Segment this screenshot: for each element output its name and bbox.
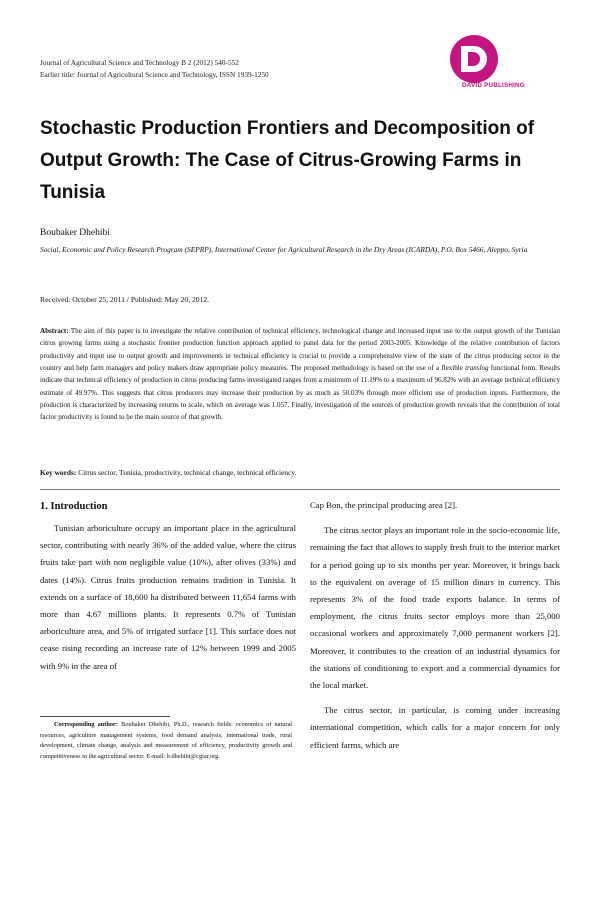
keywords <box>40 468 296 477</box>
abstract-label: Abstract: <box>40 327 69 335</box>
intro-continuation: Cap Bon, the principal producing area [2]. <box>310 500 458 510</box>
abstract <box>40 325 560 424</box>
abstract-text-part2: functional form. Results indicate that technical efficiency of production in citrus producing farms investigated ranges from a minimum of 11.19% to a maximum of 96.82% with an average technical efficiency estimate of 49.97%. This suggests that citrus producers may increase their production by as much as 50.03% through more efficient use of production inputs. Furthermore, the production is characterized by increasing returns to scale, which on average was 1.057. Finally, investigation of the sources of production growth reveals that the contribution of total factor productivity is found to be the main source of that growth. <box>40 364 561 422</box>
keywords-text: Citrus sector, Tunisia, productivity, technical change, technical efficiency. <box>78 468 297 477</box>
intro-paragraph-1: Tunisian arboriculture occupy an important place in the agricultural sector, contributing with nearly 36% of the added value, where the citrus fruits take part with non negligible value (10%), after olives (33%) and dates (14%). Citrus fruits production remains tradition in Tunisia. It extends on a surface of 18,600 ha distributed between 11,654 farms with more than 4.67 millions plants. It represents 0.7% of Tunisian arboriculture area, and 5% of irrigated surface [1]. This surface does not cease rising recording an increase rate of 12% between 1999 and 2005 with 9% in the area of <box>40 523 296 671</box>
paper-title: Stochastic Production Frontiers and Decomposition of Output Growth: The Case of Citrus-Growing Farms in Tunisia <box>40 118 535 203</box>
abstract-italic-term: translog <box>465 364 489 373</box>
section-divider <box>40 489 560 490</box>
intro-paragraph-3: The citrus sector, in particular, is coming under increasing international competition, which calls for a major concern for only efficient farms, which are <box>310 705 560 750</box>
journal-info <box>40 57 269 81</box>
keywords-label: Key words: <box>40 468 77 477</box>
corresponding-author-footnote <box>40 720 292 762</box>
author-affiliation: Social, Economic and Policy Research Program (SEPRP), International Center for Agricultural Research in the Dry Areas (ICARDA), P.O. Box 5466, Aleppo, Syria <box>40 245 528 254</box>
received-published-dates: Received: October 25, 2011 / Published: May 20, 2012. <box>40 295 210 304</box>
footnote-label: Corresponding author: <box>54 721 118 728</box>
author-name: Boubaker Dhehibi <box>40 228 110 238</box>
right-column <box>310 497 560 754</box>
intro-paragraph-2: The citrus sector plays an important role in the socio-economic life, remaining the fact that allows to supply fresh fruit to the interior market for a period going up to six months per year. Moreover, it brings back to the equivalent on average of 15 million dinars in currency. This represents 3% of the food trade exports balance. In terms of employment, the citrus fruits sector employs more than 25,000 occasional workers and approximately 7,000 permanent workers [2]. Moreover, it contributes to the creation of an industrial dynamics for the stations of conditioning to export and a commercial dynamics for the local market. <box>310 525 560 691</box>
abstract-text-part1: The aim of this paper is to investigate the relative contribution of technical efficiency, technological change and increased input use to the output growth of the Tunisian citrus growing farms using a stochastic frontier production function approach applied to panel data for the period 2003-2005. Knowledge of the relative contribution of factors productivity and input use to output growth and improvements in technical efficiency is crucial to provide a comprehensive view of the state of the citrus producing sector in the country and help farm managers and policy makers draw appropriate policy measures. The proposed methodology is based on the use of a flexible <box>40 327 561 373</box>
section-heading-introduction: 1. Introduction <box>40 501 108 512</box>
footnote-divider <box>40 716 170 717</box>
journal-citation: Journal of Agricultural Science and Technology B 2 (2012) 540-552 <box>40 58 239 67</box>
left-column <box>40 497 296 675</box>
journal-earlier-title: Earlier title: Journal of Agricultural Science and Technology, ISSN 1939-1250 <box>40 70 269 79</box>
footnote-text: Boubaker Dhehibi, Ph.D., research fields: economics of natural resources, agriculture management systems, food demand analysis, international trade, rural development, climate change, analysis and measurement of efficiency, productivity growth and competitiveness in the agricultural sector. E-mail: b.dhehibi@cgiar.org. <box>40 721 293 760</box>
publisher-logo-icon <box>449 34 499 84</box>
publisher-logo <box>445 34 557 98</box>
publisher-logo-text: DAVID PUBLISHING <box>462 82 525 89</box>
